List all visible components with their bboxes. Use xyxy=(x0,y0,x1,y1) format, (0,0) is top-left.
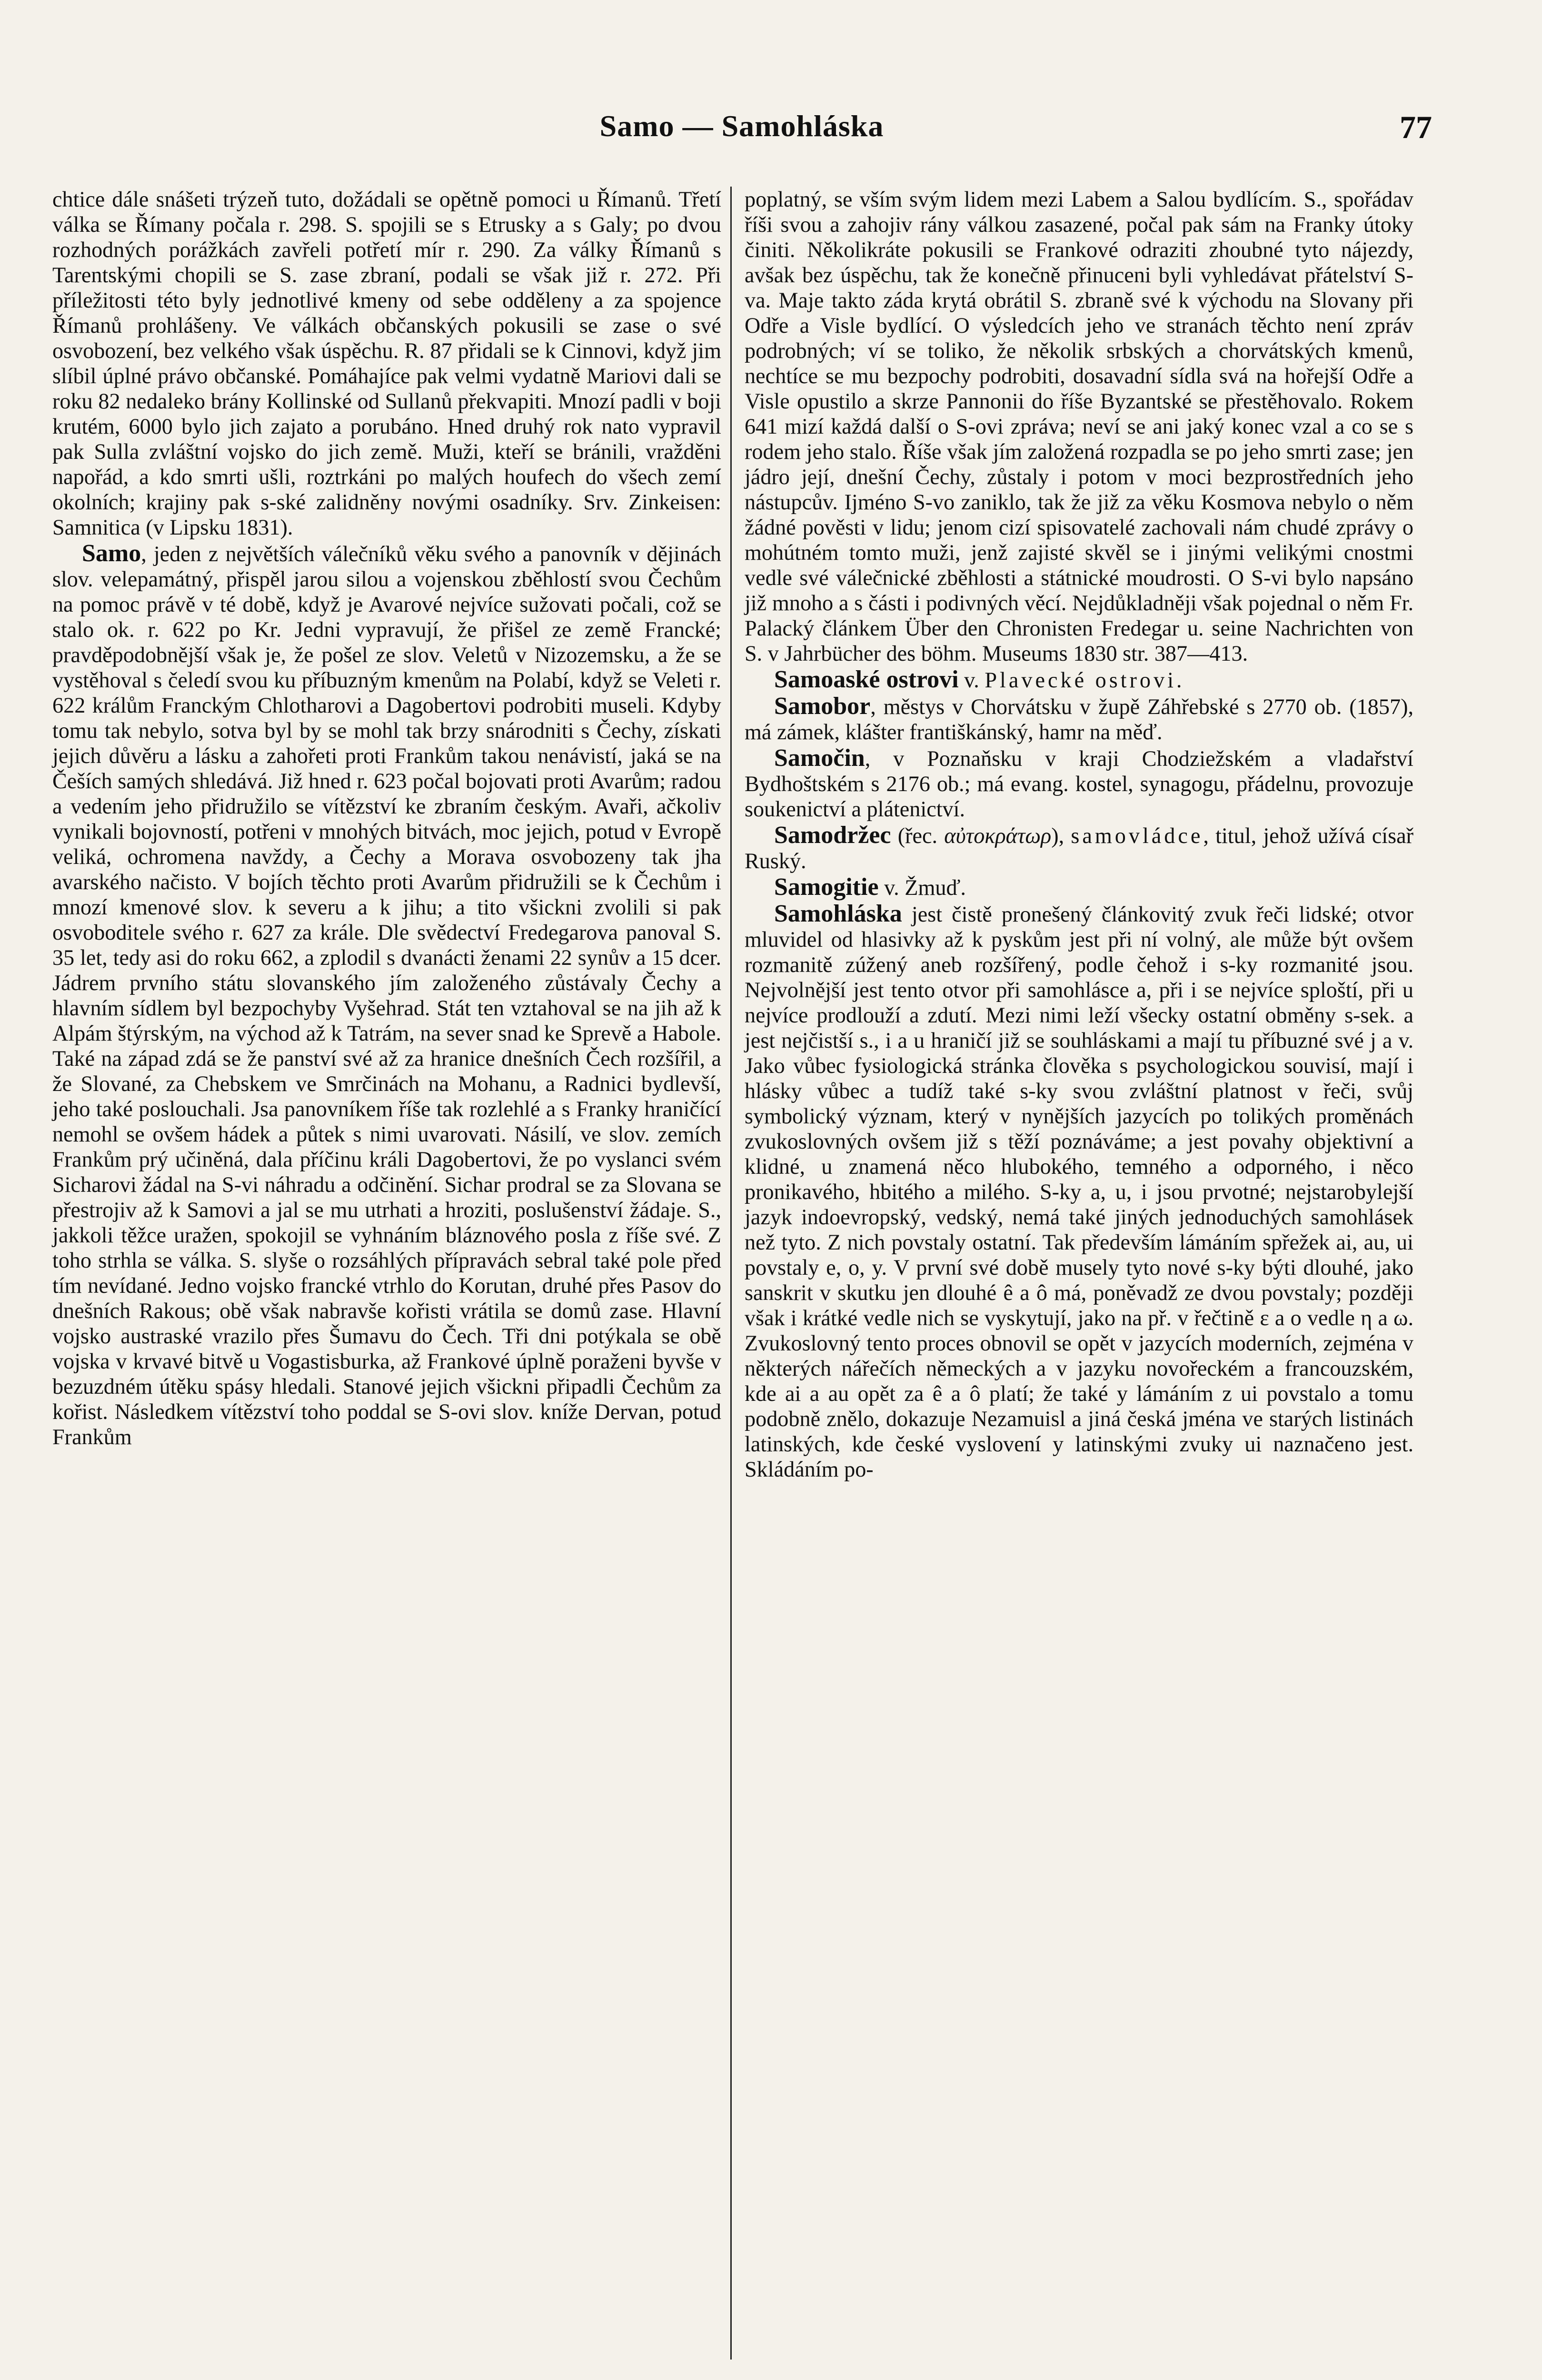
column-divider xyxy=(730,187,732,2360)
headword: Samo xyxy=(82,540,141,567)
entry-samoaske-ostrovi: Samoaské ostrovi v. Plavecké ostrovi. xyxy=(774,666,1182,693)
translation: samovládce xyxy=(1071,823,1204,848)
headword: Samoaské ostrovi xyxy=(774,666,959,693)
entry-continuation: chtice dále snášeti trýzeň tuto, dožádali se opětně pomoci u Římanů. Třetí válka se Římany počala r. 298. S. spojili se s Etrusky a s Galy; po dvou rozhodných porážkách zavřeli potřetí mír r. 290. Za války Římanů s Tarentskými chopili se S. zase zbraní, podali se však již r. 272. Při příležitosti této byly jednotlivé kmeny od sebe odděleny a za spojence Římanů prohlášeny. Ve válkách občanských pokusili se zase o své osvobození, bez velkého však úspěchu. R. 87 přidali se k Cinnovi, když jim slíbil úplné právo občanské. Pomáhajíce pak velmi vydatně Mariovi dali se roku 82 nedaleko brány Kollinské od Sullanů překvapiti. Mnozí padli v boji krutém, 6000 bylo jich zajato a porubáno. Hned druhý rok nato vypravil pak Sulla zvláštní vojsko do jich země. Muži, kteří se bránili, vražděni napořád, a kdo smrti ušli, roztrkáni po malých houfech do všech zemí okolních; krajiny pak s-ské zalidněny novými osadníky. Srv. Zinkeisen: Samnitica (v Lipsku 1831). xyxy=(52,187,721,539)
entry-samo: Samo, jeden z největších válečníků věku svého a panovník v dějinách slov. velepamátný, přispěl jarou silou a vojenskou zběhlostí svou Čechům na pomoc právě v té době, když je Avarové nejvíce sužovati počali, což se stalo ok. r. 622 po Kr. Jedni vypravují, že přišel ze země Francké; pravděpodobnější však je, že pošel ze slov. Veletů v Nizozemsku, a že se vystěhoval s čeledí svou ku příbuzným kmenům na Polabí, když se Veleti r. 622 králům Franckým Chlotharovi a Dagobertovi podrobiti museli. Kdyby tomu tak nebylo, sotva byl by se mohl tak brzy snárodniti s Čechy, získati jejich důvěru a lásku a zahořeti proti Frankům takou nenávistí, jaká se na Češích samých shledává. Již hned r. 623 počal bojovati proti Avarům; radou a vedením jeho přidružilo se vítězství ke zbraním českým. Avaři, ačkoliv vynikali bojovností, potřeni v mnohých bitvách, moc jejich, potud v Evropě veliká, ochromena navždy, a Čechy a Morava osvobozeny tak jha avarského načisto. V bojích těchto proti Avarům přidružili se k Čechům i mnozí kmenové slov. k severu a k jihu; a tito všickni zvolili si pak osvoboditele svého r. 627 za krále. Dle svědectví Fredegarova panoval S. 35 let, tedy asi do roku 662, a zplodil s dvanácti ženami 22 synův a 15 dcer. Jádrem prvního státu slovanského jím založeného zůstávaly Čechy a hlavním sídlem byl bezpochyby Vyšehrad. Stát ten vztahoval se na jih až k Alpám štýrským, na východ až k Tatrám, na sever snad ke Sprevě a Habole. Také na západ zdá se že panství své až za hranice dnešních Čech rozšířil, a že Slované, za Chebskem ve Smrčinách na Mohanu, a Radnici bydlevší, jeho také poslouchali. Jsa panovníkem říše tak rozlehlé a s Franky hraničící nemohl se ovšem hádek a půtek s nimi uvarovati. Násilí, ve slov. zemích Frankům prý učiněná, dala příčinu králi Dagobertovi, že po vyslanci svém Sicharovi žádal na S-vi náhradu a odčinění. Sichar prodral se za Slovana se přestrojiv až k Samovi a jal se mu utrhati a hroziti, poslušenství žádaje. S., jakkoli těžce uražen, spokojil se vyhnáním bláznového posla z říše své. Z toho strhla se válka. S. slyše o rozsáhlých přípravách sebral také pole před tím nevídané. Jedno vojsko francké vtrhlo do Korutan, druhé přes Pasov do dnešních Rakous; obě však nabravše kořisti vrátila se domů zase. Hlavní vojsko austraské vrazilo přes Šumavu do Čech. Tři dni potýkala se obě vojska v krvavé bitvě u Vogastisburka, až Frankové úplně poraženi byvše v bezuzdném útěku spásy hledali. Stanové jejich všickni připadli Čechům za kořist. Následkem vítězství toho poddal se S-ovi slov. kníže Dervan, potud Frankům xyxy=(52,540,721,1449)
cross-reference: Plavecké ostrovi xyxy=(985,668,1176,692)
page-number: 77 xyxy=(1400,109,1432,145)
headword: Samodržec xyxy=(774,822,891,849)
left-column xyxy=(52,187,721,1450)
running-head: Samo — Samohláska xyxy=(599,109,884,143)
right-column xyxy=(745,187,1413,1483)
entry-continuation: poplatný, se vším svým lidem mezi Labem a Salou bydlícím. S., spořádav říši svou a zahojiv rány válkou zasazené, počal pak sám na Franky útoky činiti. Několikráte pokusili se Frankové odraziti zhoubné tyto nájezdy, avšak bez úspěchu, tak že konečně přinuceni byli vyhledávat přátelství S-va. Maje takto záda krytá obrátil S. zbraně své k východu na Slovany při Odře a Visle bydlící. O výsledcích jeho ve stranách těchto není zpráv podrobných; ví se toliko, že několik srbských a chorvátských kmenů, nechtíce se mu bezpochy podrobiti, dosavadní sídla svá na hořejší Odře a Visle opustilo a skrze Pannonii do říše Byzantské se přestěhovalo. Rokem 641 mizí každá další o S-ovi zpráva; neví se ani jaký konec vzal a co se s rodem jeho stalo. Říše však jím založená rozpadla se po jeho smrti zase; jen jádro její, dnešní Čechy, zůstaly i potom v moci bezprostředních jeho nástupcův. Ijméno S-vo zaniklo, tak že již za věku Kosmova nebylo o něm žádné pověsti v lidu; jenom cizí spisovatelé zachovali nám chudé zprávy o mohútném tomto muži, jenž zajisté skvěl se i jinými velikými cnostmi vedle své válečnické zběhlosti a státnické moudrosti. O S-vi bylo napsáno již mnoho a s části i podivných věcí. Nejdůkladněji však pojednal o něm Fr. Palacký článkem Über den Chronisten Fredegar u. seine Nachrichten von S. v Jahrbücher des böhm. Museums 1830 str. 387—413. xyxy=(745,187,1413,665)
entry-samohlaska: Samohláska jest čistě pronešený článkovitý zvuk řeči lidské; otvor mluvidel od hlasivky až k pyskům jest při ní volný, ale může být ovšem rozmanitě zúžený aneb rozšířený, podle čehož i s-ky rozmanité jsou. Nejvolnější jest tento otvor při samohlásce a, při i se nejvíce sploští, při u nejvíce prodlouží a zdutí. Mezi nimi leží všecky ostatní obměny s-sek. a jest nejčistší s., i a u hraničí již se souhláskami a mají tu příbuzné své j a v. Jako vůbec fysiologická stránka člověka s psychologickou souvisí, mají i hlásky vůbec a tudíž také s-ky svou zvláštní platnost v řeči, svůj symbolický význam, který v nynějších jazycích po tolikých proměnách zvukoslovných ovšem již s těží poznáváme; a jest povahy objektivní a klidné, u znamená něco hlubokého, temného a odporného, i něco pronikavého, hbitého a milého. S-ky a, u, i jsou prvotné; nejstarobylejší jazyk indoevropský, vedský, nemá také jiných jednoduchých samohlásek než tyto. Z nich povstaly ostatní. Tak především lámáním spřežek ai, au, ui povstaly e, o, y. V první své době musely tyto nové s-ky býti dlouhé, jako sanskrit v skutku jen dlouhé ê a ô má, poněvadž ze dvou povstaly; později však i krátké vedle nich se vyskytují, jako na př. v řečtině ε a ο vedle η a ω. Zvukoslovný tento proces obnovil se opět v jazycích moderních, zejména v některých nářečích německých a v jazyku novořeckém a francouzském, kde ai a au opět za ê a ô platí; že také y lámáním z ui povstalo a tomu podobně znělo, dokazuje Nezamuisl a jiná česká jména ve starých listinách latinských, kde české vyslovení y latinskými zvuky ui naznačeno jest. Skládáním po- xyxy=(745,900,1413,1481)
greek-term: αὐτοκράτωρ xyxy=(944,823,1052,848)
entry-samodrzec: Samodržec (řec. αὐτοκράτωρ), samovládce, titul, jehož užívá císař Ruský. xyxy=(745,822,1413,873)
headword: Samohláska xyxy=(774,900,902,927)
entry-samocin: Samočin, v Poznaňsku v kraji Chodziežském a vladařství Bydhoštském s 2176 ob.; má evang. kostel, synagogu, přádelnu, provozuje soukenictví a plátenictví. xyxy=(745,744,1413,821)
entry-samogitie: Samogitie v. Žmuď. xyxy=(774,873,966,901)
headword: Samočin xyxy=(774,744,865,772)
headword: Samogitie xyxy=(774,873,879,901)
page-header xyxy=(51,109,1432,166)
entry-samobor: Samobor, městys v Chorvátsku v župě Záhřebské s 2770 ob. (1857), má zámek, klášter františkánský, hamr na měď. xyxy=(745,693,1413,744)
headword: Samobor xyxy=(774,693,871,720)
